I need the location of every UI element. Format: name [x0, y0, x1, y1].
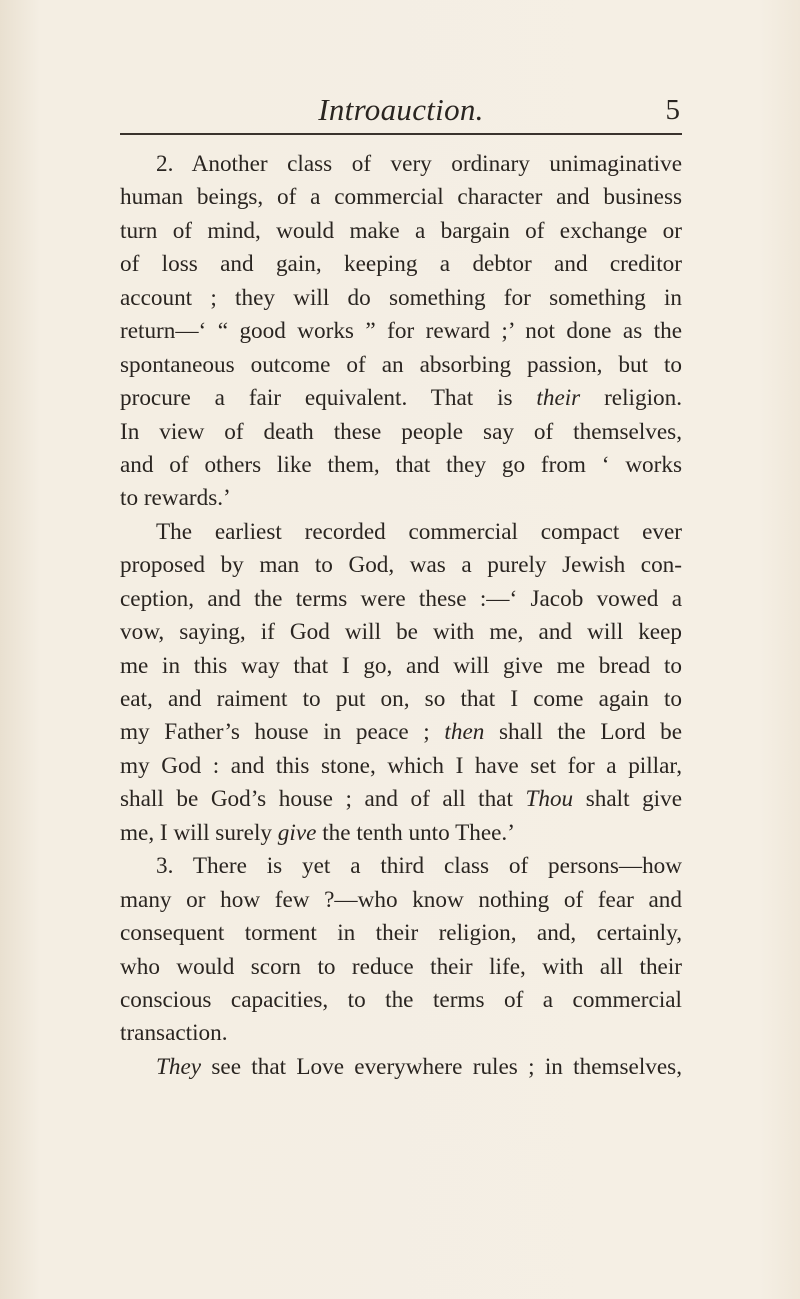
text-line — [120, 716, 682, 749]
text-line: account ; they will do something for something in — [120, 284, 682, 311]
paragraph-3 — [120, 850, 682, 1051]
text-segment: me, I will surely — [120, 819, 278, 846]
paragraph-2 — [120, 516, 682, 850]
text-line: return—‘ “ good works ” for reward ;’ not done as the — [120, 318, 682, 345]
body-text — [120, 148, 682, 1084]
emphasis: Thou — [525, 786, 574, 813]
emphasis: give — [277, 819, 317, 846]
text-line — [120, 382, 682, 415]
running-head: Introauction. — [318, 92, 484, 127]
text-line: eat, and raiment to put on, so that I come again to — [120, 686, 682, 712]
text-segment: the tenth unto Thee.’ — [316, 819, 515, 846]
text-line: my God : and this stone, which I have set for a pillar, — [120, 752, 682, 779]
text-segment: see that Love everywhere rules ; in themselves, — [201, 1053, 682, 1080]
text-line: many or how few ?—who know nothing of fear and — [120, 886, 682, 913]
text-line: conscious capacities, to the terms of a commercial — [120, 986, 682, 1013]
text-line: 2. Another class of very ordinary unimaginative — [156, 151, 682, 177]
paragraph-1 — [120, 148, 682, 516]
text-line: to rewards.’ — [120, 485, 231, 512]
text-segment: shalt give — [573, 786, 683, 813]
emphasis: then — [444, 719, 485, 746]
text-line: 3. There is yet a third class of persons—how — [156, 853, 682, 880]
text-line: who would scorn to reduce their life, with all their — [120, 953, 682, 980]
text-line: consequent torment in their religion, and, certainly, — [120, 920, 682, 947]
text-line — [120, 783, 682, 816]
text-line — [120, 1051, 682, 1084]
emphasis: their — [536, 385, 581, 412]
text-line: proposed by man to God, was a purely Jewish con- — [120, 552, 682, 579]
text-segment: religion. — [580, 385, 682, 412]
text-segment: procure a fair equivalent. That is — [120, 385, 537, 412]
text-line: spontaneous outcome of an absorbing passion, but to — [120, 351, 682, 378]
header-rule — [120, 133, 682, 135]
text-line: The earliest recorded commercial compact ever — [156, 518, 682, 545]
text-line: transaction. — [120, 1020, 228, 1047]
text-line: vow, saying, if God will be with me, and will keep — [120, 619, 682, 646]
text-line: turn of mind, would make a bargain of exchange or — [120, 217, 682, 244]
text-line: and of others like them, that they go from ‘ works — [120, 451, 682, 478]
text-line: ception, and the terms were these :—‘ Jacob vowed a — [120, 585, 682, 612]
page-number: 5 — [665, 94, 680, 126]
text-line: me in this way that I go, and will give me bread to — [120, 652, 682, 679]
text-segment: my Father’s house in peace ; — [120, 719, 445, 746]
text-line: human beings, of a commercial character and business — [120, 184, 682, 211]
text-line — [120, 817, 682, 850]
text-segment: shall be God’s house ; and of all that — [120, 786, 526, 813]
paragraph-4 — [120, 1051, 682, 1084]
text-line: of loss and gain, keeping a debtor and creditor — [120, 251, 682, 278]
text-segment: shall the Lord be — [484, 719, 682, 746]
text-line: In view of death these people say of themselves, — [120, 418, 682, 445]
page-header — [120, 70, 682, 130]
emphasis: They — [156, 1053, 202, 1080]
